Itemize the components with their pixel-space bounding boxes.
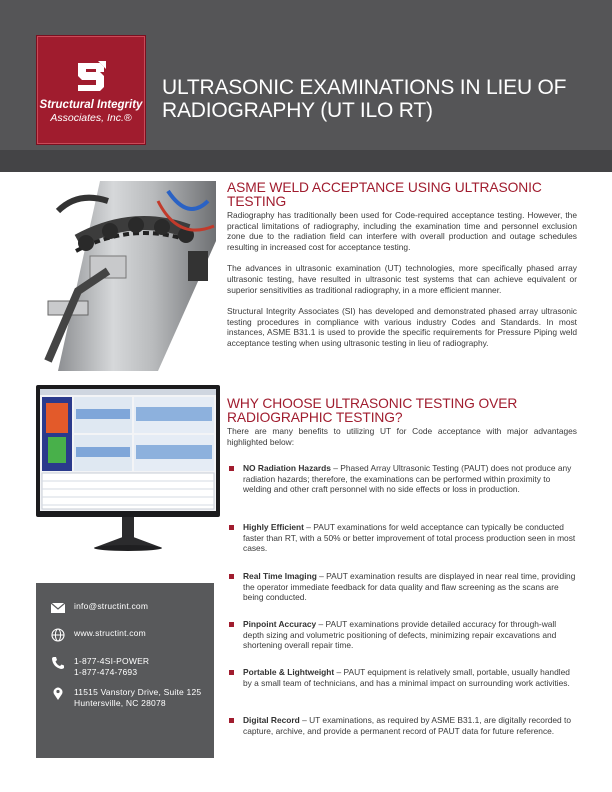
benefit-text: – Phased Array Ultrasonic Testing (PAUT) does not produce any radiation hazards; therefore, the examinations can be performed within proximity to welding and other craft personnel with no side effects or loss in production. xyxy=(243,463,572,495)
benefit-item xyxy=(229,522,579,554)
contact-address-row xyxy=(50,687,201,708)
contact-address xyxy=(74,687,201,708)
monitor-software-photo xyxy=(36,385,220,555)
section-2-intro: There are many benefits to utilizing UT for Code acceptance with major advantages highlighted below: xyxy=(227,426,577,447)
bullet-square-icon xyxy=(229,670,234,675)
section-1-paragraph-3: Structural Integrity Associates (SI) has developed and demonstrated phased array ultrasonic testing procedures in compliance with various industry Codes and Standards. In most instances, ASME B31.1 is used to provide the specific requirements for Pressure Piping weld acceptance testing when using ultrasonic testing in lieu of radiography. xyxy=(227,306,577,348)
contact-website-row[interactable] xyxy=(50,628,146,642)
contact-phone-row[interactable] xyxy=(50,656,149,677)
benefit-title: NO Radiation Hazards xyxy=(243,463,331,473)
phone-icon xyxy=(50,656,66,670)
address-line-2: Huntersville, NC 28078 xyxy=(74,697,166,708)
benefit-title: Pinpoint Accuracy xyxy=(243,619,317,629)
paut-scanner-photo xyxy=(38,181,216,371)
company-logo[interactable] xyxy=(37,36,145,144)
bullet-square-icon xyxy=(229,466,234,471)
bullet-square-icon xyxy=(229,718,234,723)
benefit-text: – PAUT examination results are displayed in near real time, providing the operator immediate feedback for data quality and flaw screening as the scans are being conducted. xyxy=(243,571,576,603)
contact-phone-2[interactable]: 1-877-474-7693 xyxy=(74,666,138,677)
contact-website[interactable]: www.structint.com xyxy=(74,628,146,638)
page-title: ULTRASONIC EXAMINATIONS IN LIEU OF RADIOGRAPHY (UT ILO RT) xyxy=(162,76,567,122)
si-logo-mark-icon xyxy=(74,59,108,93)
benefit-text: – PAUT equipment is relatively small, portable, usually handled by a small team of technicians, and has a minimal impact on surrounding work activities. xyxy=(243,667,570,688)
logo-subtitle: Associates, Inc.® xyxy=(50,112,132,124)
benefit-text: – UT examinations, as required by ASME B31.1, are digitally recorded to capture, archive, and provide a permanent record of PAUT data for future reference. xyxy=(243,715,572,736)
benefit-text: – PAUT examinations for weld acceptance can typically be conducted faster than RT, with a 50% or better improvement of total process production seen in most cases. xyxy=(243,522,576,554)
contact-email-row[interactable] xyxy=(50,601,148,615)
contact-phone-1[interactable]: 1-877-4SI-POWER xyxy=(74,656,150,666)
benefit-item xyxy=(229,715,579,736)
envelope-icon xyxy=(50,601,66,615)
benefit-title: Real Time Imaging xyxy=(243,571,317,581)
benefit-item xyxy=(229,463,579,495)
section-1-heading: ASME WELD ACCEPTANCE USING ULTRASONIC TESTING xyxy=(227,180,542,209)
globe-icon xyxy=(50,628,66,642)
bullet-square-icon xyxy=(229,622,234,627)
logo-name: Structural Integrity xyxy=(39,99,143,111)
contact-email[interactable]: info@structint.com xyxy=(74,601,149,611)
section-asme-weld xyxy=(227,181,577,349)
benefit-title: Highly Efficient xyxy=(243,522,304,532)
map-pin-icon xyxy=(50,687,66,701)
bullet-square-icon xyxy=(229,525,234,530)
contact-phones xyxy=(74,656,149,677)
header-banner xyxy=(0,0,612,172)
bullet-square-icon xyxy=(229,574,234,579)
section-2-heading: WHY CHOOSE ULTRASONIC TESTING OVER RADIOGRAPHIC TESTING? xyxy=(227,396,518,425)
contact-panel xyxy=(36,583,214,758)
section-1-paragraph-2: The advances in ultrasonic examination (UT) technologies, more specifically phased array ultrasonic testing, have resulted in ultrasonic test systems that can achieve equivalent or superior sensitivities as traditional radiography, in a more efficient manner. xyxy=(227,263,577,295)
benefit-item xyxy=(229,619,579,651)
benefit-item xyxy=(229,571,579,603)
section-1-paragraph-1: Radiography has traditionally been used for Code-required acceptance testing. However, the practical limitations of radiography, including the examination time and personnel exclusion zone due to the radiation field can interfere with overall production and outage schedules resulting in increased cost for acceptance testing. xyxy=(227,210,577,252)
benefit-text: – PAUT examinations provide detailed accuracy for through-wall depth sizing and volumetric positioning of defects, minimizing repair excavations and shortening overall repair time. xyxy=(243,619,557,651)
header-band xyxy=(0,150,612,172)
benefit-title: Digital Record xyxy=(243,715,300,725)
section-why-ut xyxy=(227,397,577,447)
benefit-item xyxy=(229,667,579,688)
address-line-1: 11515 Vanstory Drive, Suite 125 xyxy=(74,687,202,697)
benefit-title: Portable & Lightweight xyxy=(243,667,335,677)
